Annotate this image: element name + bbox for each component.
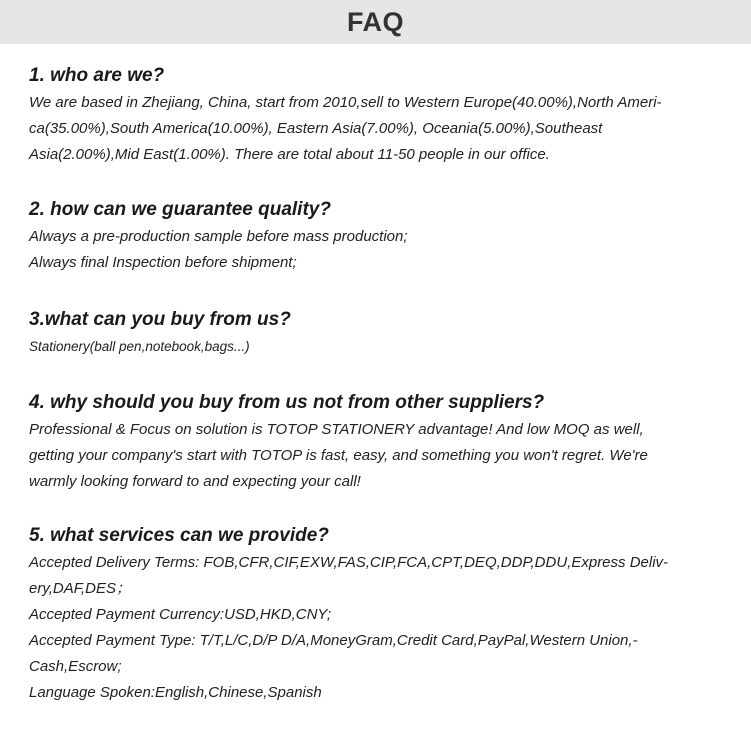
faq-question: 5. what services can we provide? <box>29 525 329 546</box>
faq-item-who-are-we <box>29 62 729 196</box>
faq-answer-line: ca(35.00%),South America(10.00%), Eastern Asia(7.00%), Oceania(5.00%),Southeast <box>29 120 603 137</box>
faq-question: 3.what can you buy from us? <box>29 309 291 330</box>
faq-answer-line: Asia(2.00%),Mid East(1.00%). There are total about 11-50 people in our office. <box>29 146 550 163</box>
faq-answer-line: Accepted Payment Currency:USD,HKD,CNY; <box>29 606 332 623</box>
faq-answer-line: We are based in Zhejiang, China, start from 2010,sell to Western Europe(40.00%),North Ameri- <box>29 94 662 111</box>
page-title: FAQ <box>346 6 404 37</box>
faq-answer-line: Cash,Escrow; <box>29 658 122 675</box>
faq-answer-line: Language Spoken:English,Chinese,Spanish <box>29 684 322 701</box>
faq-answer-line: warmly looking forward to and expecting your call! <box>29 473 361 490</box>
faq-header-bar <box>0 0 751 44</box>
faq-content <box>29 62 729 712</box>
faq-answer-line: Stationery(ball pen,notebook,bags...) <box>29 339 250 354</box>
faq-answer-line: ery,DAF,DES； <box>29 580 131 597</box>
faq-answer-line: getting your company's start with TOTOP is fast, easy, and something you won't regret. We're <box>29 447 648 464</box>
faq-item-what-to-buy <box>29 306 729 389</box>
faq-answer-line: Always a pre-production sample before mass production; <box>29 228 408 245</box>
faq-answer-line: Accepted Payment Type: T/T,L/C,D/P D/A,MoneyGram,Credit Card,PayPal,Western Union,- <box>29 632 638 649</box>
faq-question: 2. how can we guarantee quality? <box>29 199 331 220</box>
faq-item-quality <box>29 196 729 306</box>
faq-question: 1. who are we? <box>29 65 165 86</box>
faq-item-why-us <box>29 389 729 522</box>
faq-question: 4. why should you buy from us not from other suppliers? <box>29 392 545 413</box>
faq-item-services <box>29 522 729 712</box>
faq-answer-line: Accepted Delivery Terms: FOB,CFR,CIF,EXW,FAS,CIP,FCA,CPT,DEQ,DDP,DDU,Express Deliv- <box>29 554 669 571</box>
faq-answer-line: Professional & Focus on solution is TOTOP STATIONERY advantage! And low MOQ as well, <box>29 421 644 438</box>
faq-answer-line: Always final Inspection before shipment; <box>29 254 297 271</box>
